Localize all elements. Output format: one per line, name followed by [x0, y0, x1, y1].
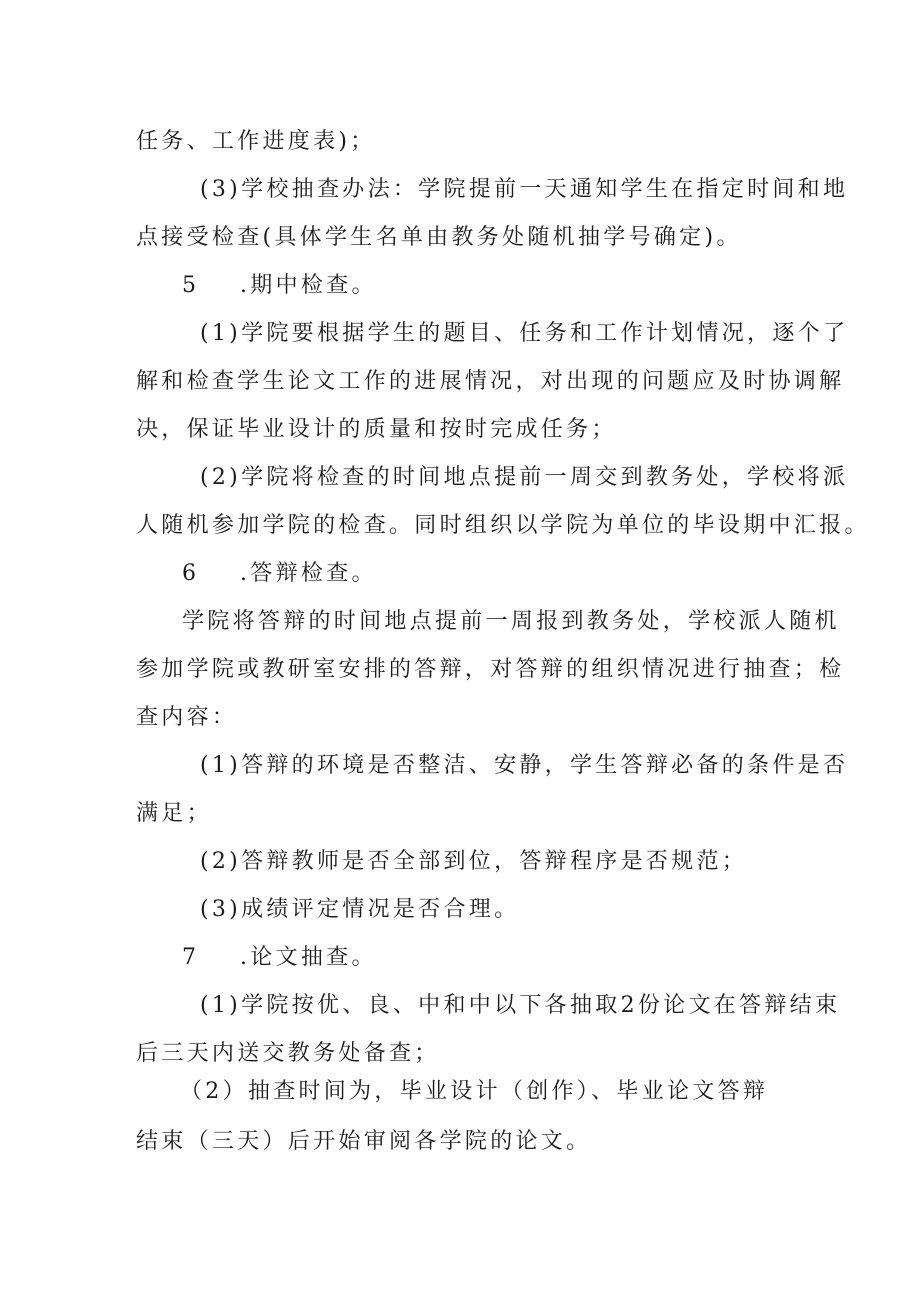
text-line: 解和检查学生论文工作的进展情况，对出现的问题应及时协调解	[136, 369, 845, 394]
text-line: (1)学院按优、良、中和中以下各抽取2份论文在答辩结束	[200, 993, 841, 1018]
text-line: 任务、工作进度表)；	[136, 129, 376, 154]
section-number: 7	[182, 945, 200, 970]
text-line: 学院将答辩的时间地点提前一周报到教务处，学校派人随机	[182, 609, 840, 634]
section-heading-7	[182, 944, 377, 972]
text-line: 后三天内送交教务处备查；	[136, 1041, 440, 1066]
text-line: 满足；	[136, 801, 212, 826]
text-line: 结束（三天）后开始审阅各学院的论文。	[136, 1129, 592, 1154]
text-line: (3)成绩评定情况是否合理。	[200, 897, 520, 922]
section-title: .期中检查。	[240, 273, 377, 298]
section-title: .答辩检查。	[240, 561, 377, 586]
text-line: 人随机参加学院的检查。同时组织以学院为单位的毕设期中汇报。	[136, 513, 870, 538]
section-number: 5	[182, 273, 200, 298]
section-heading-5	[182, 272, 377, 300]
text-line: (1)答辩的环境是否整洁、安静，学生答辩必备的条件是否	[200, 753, 849, 778]
section-number: 6	[182, 561, 200, 586]
text-line: 点接受检查(具体学生名单由教务处随机抽学号确定)。	[136, 225, 742, 250]
text-line: （2）抽查时间为，毕业设计（创作）、毕业论文答辩	[180, 1079, 769, 1104]
text-line: (2)答辩教师是否全部到位，答辩程序是否规范；	[200, 849, 748, 874]
section-title: .论文抽查。	[240, 945, 377, 970]
text-line: (1)学院要根据学生的题目、任务和工作计划情况，逐个了	[200, 321, 849, 346]
text-line: 决，保证毕业设计的质量和按时完成任务；	[136, 417, 617, 442]
text-line: 参加学院或教研室安排的答辩，对答辩的组织情况进行抽查；检	[136, 657, 845, 682]
text-line: 查内容：	[136, 705, 238, 730]
section-heading-6	[182, 560, 377, 588]
text-line: (3)学校抽查办法：学院提前一天通知学生在指定时间和地	[200, 177, 849, 202]
text-line: (2)学院将检查的时间地点提前一周交到教务处，学校将派	[200, 465, 849, 490]
